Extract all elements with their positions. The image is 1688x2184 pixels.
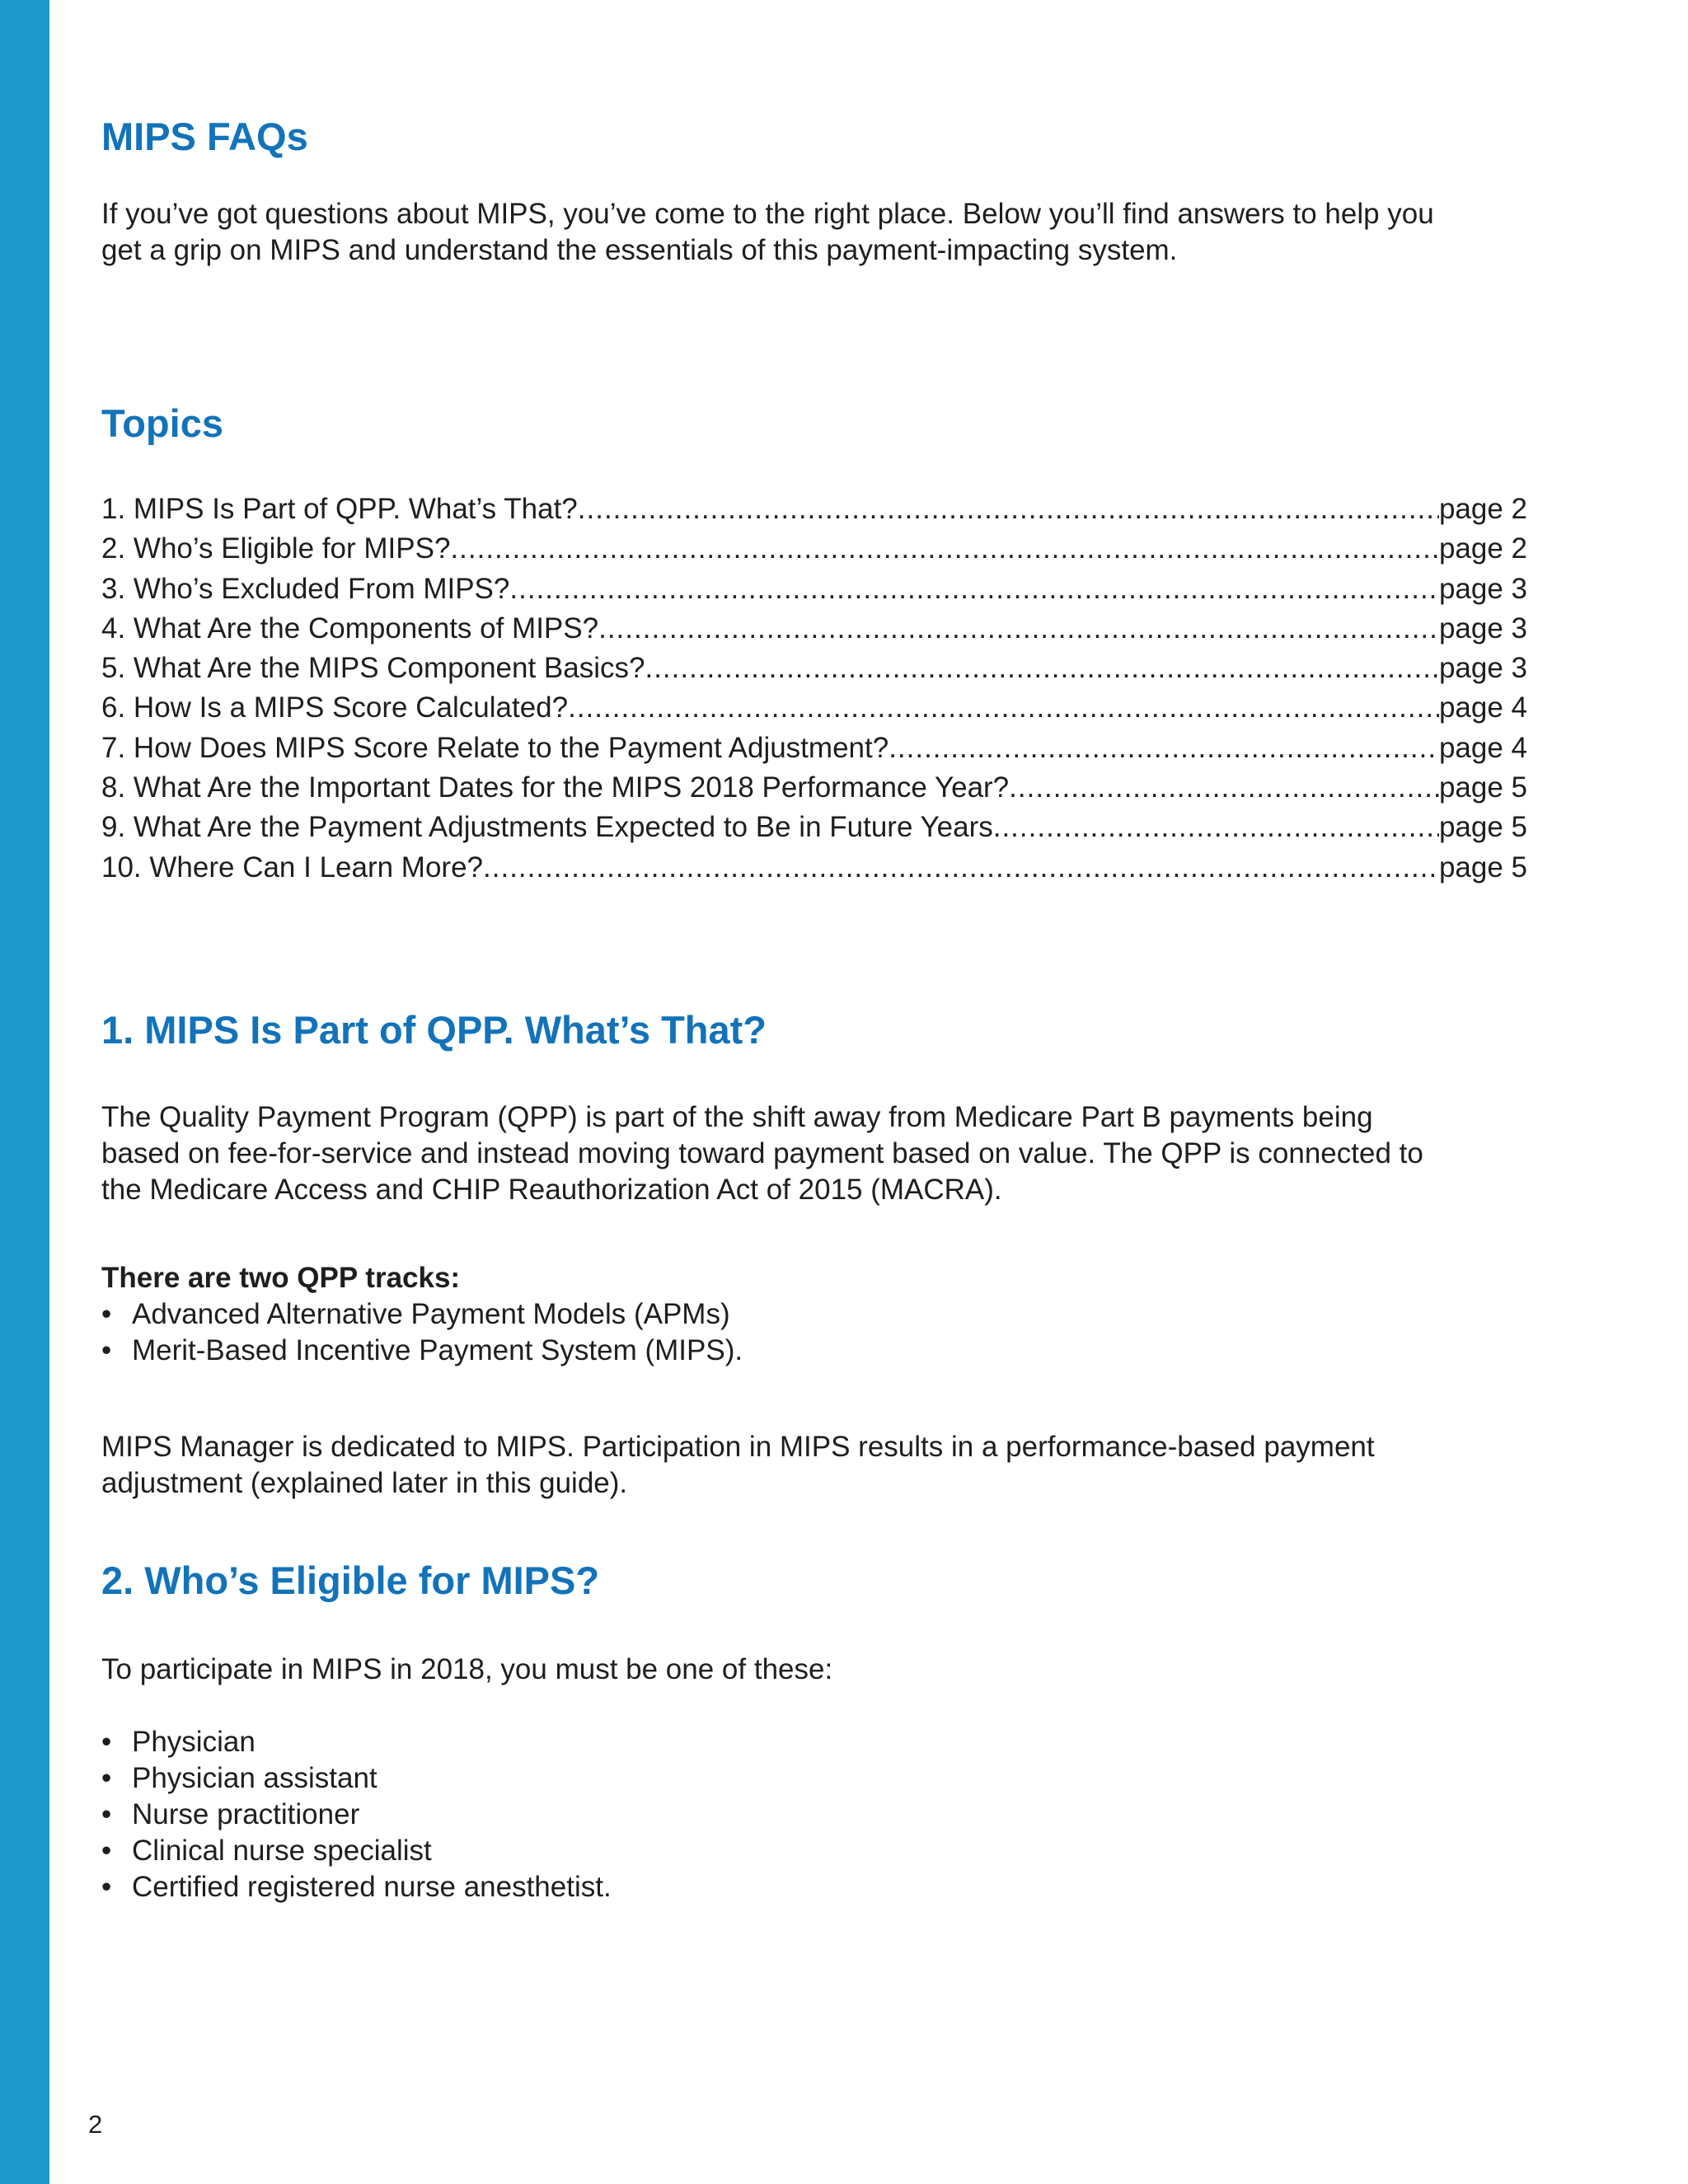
section2-intro: To participate in MIPS in 2018, you must be one of these: [101,1653,833,1685]
intro-paragraph [101,196,1527,269]
topics-list [101,490,1527,888]
topics-heading: Topics [101,401,223,445]
dot-leader [1009,768,1439,808]
paragraph-line: adjustment (explained later in this guide). [101,1467,628,1499]
topic-title: 10. Where Can I Learn More? [101,851,484,883]
list-item [101,1760,612,1797]
list-item [101,1724,612,1760]
intro-line: If you’ve got questions about MIPS, you’ve come to the right place. Below you’ll find answers to help you [101,198,1434,230]
paragraph-line: based on fee-for-service and instead moving toward payment based on value. The QPP is connected to [101,1137,1423,1169]
side-accent-bar [0,0,49,2184]
section2-heading: 2. Who’s Eligible for MIPS? [101,1558,600,1602]
section1-paragraph [101,1099,1527,1208]
list-item [101,1833,612,1869]
tracks-lead: There are two QPP tracks: [101,1262,461,1294]
topic-page-ref: page 5 [1438,771,1527,804]
page-title: MIPS FAQs [101,115,308,158]
section1-heading: 1. MIPS Is Part of QPP. What’s That? [101,1008,767,1052]
topic-title: 8. What Are the Important Dates for the MIPS 2018 Performance Year? [101,771,1010,804]
topic-item[interactable] [101,609,1527,649]
list-item [101,1296,743,1333]
topic-item[interactable] [101,729,1527,768]
list-item [101,1333,743,1369]
paragraph-line: The Quality Payment Program (QPP) is part of the shift away from Medicare Part B payments being [101,1101,1373,1133]
topic-title: 6. How Is a MIPS Score Calculated? [101,691,569,724]
bullet-icon: • [101,1871,112,1903]
topic-title: 2. Who’s Eligible for MIPS? [101,532,451,565]
topic-item[interactable] [101,529,1527,569]
list-item [101,1797,612,1833]
bullet-icon: • [101,1835,112,1867]
list-item [101,1869,612,1905]
bullet-icon: • [101,1762,112,1794]
dot-leader [578,490,1439,529]
topic-page-ref: page 4 [1438,691,1527,724]
intro-line: get a grip on MIPS and understand the essentials of this payment-impacting system. [101,234,1178,266]
topic-title: 5. What Are the MIPS Component Basics? [101,652,645,685]
topic-page-ref: page 3 [1438,572,1527,605]
tracks-list [101,1296,743,1369]
topic-item[interactable] [101,569,1527,609]
dot-leader [598,609,1439,649]
page-number: 2 [88,2110,103,2139]
paragraph-line: the Medicare Access and CHIP Reauthorization Act of 2015 (MACRA). [101,1174,1002,1206]
topic-page-ref: page 5 [1438,811,1527,844]
eligible-list [101,1724,612,1905]
list-item-text: Advanced Alternative Payment Models (APMs) [132,1298,730,1330]
topic-title: 9. What Are the Payment Adjustments Expected to Be in Future Years [101,811,993,844]
bullet-icon: • [101,1298,112,1330]
topic-page-ref: page 2 [1438,493,1527,525]
topic-item[interactable] [101,688,1527,728]
dot-leader [645,649,1438,688]
topic-title: 1. MIPS Is Part of QPP. What’s That? [101,493,578,525]
list-item-text: Certified registered nurse anesthetist. [132,1871,612,1903]
bullet-icon: • [101,1726,112,1758]
list-item-text: Physician assistant [132,1762,377,1794]
topic-item[interactable] [101,808,1527,847]
topic-item[interactable] [101,848,1527,888]
topic-page-ref: page 4 [1438,731,1527,764]
paragraph-line: MIPS Manager is dedicated to MIPS. Participation in MIPS results in a performance-based payment [101,1431,1375,1463]
list-item-text: Nurse practitioner [132,1798,360,1830]
list-item-text: Clinical nurse specialist [132,1835,432,1867]
dot-leader [509,569,1439,609]
bullet-icon: • [101,1334,112,1366]
dot-leader [450,529,1439,569]
dot-leader [993,808,1439,847]
topic-item[interactable] [101,649,1527,688]
dot-leader [889,729,1439,768]
topic-page-ref: page 3 [1438,612,1527,644]
topic-item[interactable] [101,768,1527,808]
list-item-text: Physician [132,1726,256,1758]
topic-title: 4. What Are the Components of MIPS? [101,612,599,644]
topic-item[interactable] [101,490,1527,529]
list-item-text: Merit-Based Incentive Payment System (MIPS). [132,1334,743,1366]
bullet-icon: • [101,1798,112,1830]
topic-title: 7. How Does MIPS Score Relate to the Payment Adjustment? [101,731,889,764]
topic-page-ref: page 2 [1438,532,1527,565]
topic-title: 3. Who’s Excluded From MIPS? [101,572,510,605]
topic-page-ref: page 3 [1438,652,1527,685]
section1-paragraph-2 [101,1429,1527,1502]
topic-page-ref: page 5 [1438,851,1527,883]
dot-leader [483,848,1439,888]
dot-leader [568,688,1439,728]
